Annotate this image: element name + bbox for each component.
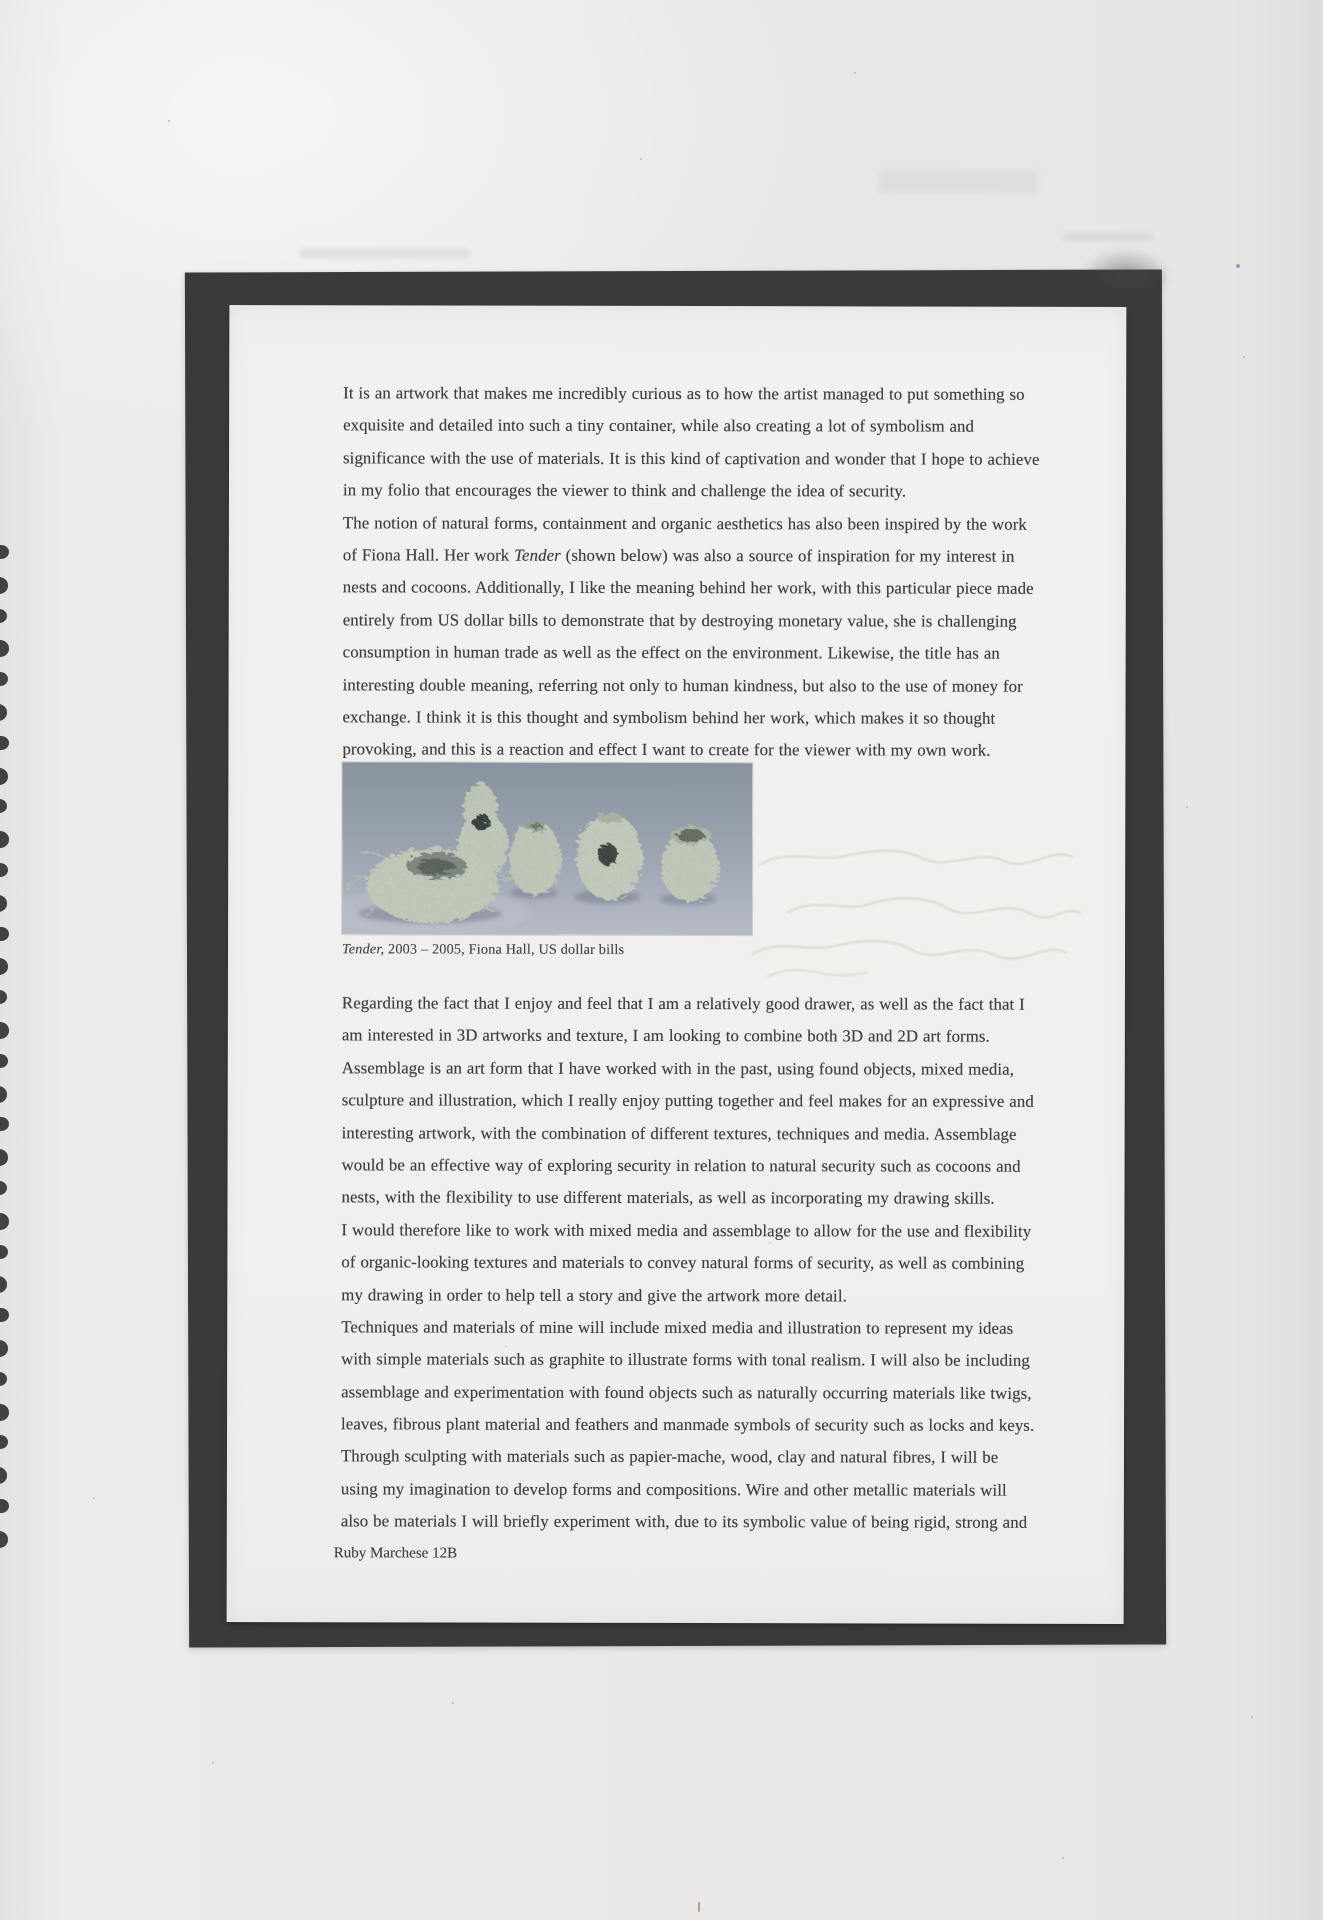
text-line: exchange. I think it is this thought and symbolism behind her work, which makes it so thought [342, 707, 996, 728]
binder-hole [0, 1308, 9, 1322]
caption-artwork-title: Tender, [342, 941, 385, 958]
body-text-block-1 [342, 377, 1127, 767]
text-line: I would therefore like to work with mixed media and assemblage to allow for the use and flexibility [341, 1220, 1032, 1241]
text-line: interesting artwork, with the combination of different textures, techniques and media. Assemblage [341, 1122, 1017, 1144]
text-line: with simple materials such as graphite to illustrate forms with tonal realism. I will also be including [341, 1349, 1030, 1371]
scan-speck [1251, 1716, 1253, 1718]
text-line: leaves, fibrous plant material and feathers and manmade symbols of security such as locks and keys. [341, 1414, 1035, 1435]
text-line: It is an artwork that makes me incredibly curious as to how the artist managed to put something so [343, 383, 1025, 404]
binder-hole [0, 1499, 9, 1513]
binder-hole [0, 1054, 8, 1068]
scan-streak [1062, 233, 1154, 241]
binder-hole [0, 672, 8, 686]
binder-hole [0, 1531, 8, 1548]
caption-details: 2003 – 2005, Fiona Hall, US dollar bills [384, 941, 625, 958]
text-line: of organic-looking textures and materials to convey natural forms of security, as well as combining [341, 1252, 1025, 1273]
ghost-handwriting [748, 834, 1088, 985]
binder-hole [0, 1340, 8, 1357]
binder-hole [0, 958, 8, 975]
binder-hole [0, 704, 7, 721]
text-line: exquisite and detailed into such a tiny container, while also creating a lot of symbolism and [343, 415, 975, 437]
scan-speck [1062, 1857, 1064, 1859]
binder-hole [0, 1181, 7, 1195]
scan-smudge [1080, 248, 1172, 300]
binder-hole [0, 577, 8, 594]
text-line: entirely from US dollar bills to demonstrate that by destroying monetary value, she is challenging [342, 610, 1017, 631]
paper-sheet [227, 305, 1127, 1624]
binder-hole [0, 768, 8, 785]
scan-speck [212, 1762, 214, 1764]
binder-hole [0, 799, 7, 813]
scan-speck [93, 1497, 95, 1499]
text-line: Assemblage is an art form that I have worked with in the past, using found objects, mixed media, [341, 1058, 1015, 1079]
text-line: provoking, and this is a reaction and effect I want to create for the viewer with my own work. [342, 739, 991, 760]
text-line: nests and cocoons. Additionally, I like the meaning behind her work, with this particular piece made [342, 577, 1034, 599]
text-line: of Fiona Hall. Her work Tender (shown below) was also a source of inspiration for my interest in [342, 545, 1015, 566]
binder-hole [0, 1467, 7, 1484]
paper-speck [505, 1346, 507, 1348]
pen-mark [698, 1902, 700, 1912]
text-line: using my imagination to develop forms and compositions. Wire and other metallic materials will [340, 1479, 1007, 1500]
binder-hole [0, 1245, 8, 1259]
binder-hole [0, 863, 8, 877]
binder-hole [0, 1213, 9, 1230]
text-line: The notion of natural forms, containment and organic aesthetics has also been inspired by the work [342, 512, 1027, 534]
binder-hole [0, 1372, 7, 1386]
binder-hole [0, 609, 7, 623]
scan-speck [168, 120, 170, 122]
footer-author: Ruby Marchese 12B [333, 1545, 458, 1562]
figure-caption [342, 941, 624, 959]
scan-speck [452, 1702, 454, 1704]
text-line: consumption in human trade as well as the effect on the environment. Likewise, the title has an [342, 642, 1000, 663]
text-line: my drawing in order to help tell a story and give the artwork more detail. [341, 1284, 847, 1305]
text-line: nests, with the flexibility to use different materials, as well as incorporating my drawing skills. [341, 1187, 995, 1209]
scan-streak [878, 170, 1038, 194]
tender-artwork-image [342, 762, 752, 935]
text-line: interesting double meaning, referring not only to human kindness, but also to the use of money for [342, 674, 1023, 696]
binder-hole [0, 927, 9, 941]
scan-speck [1243, 356, 1245, 358]
tender-artwork-figure [342, 762, 752, 935]
text-line: significance with the use of materials. It is this kind of captivation and wonder that I hope to achieve [343, 448, 1040, 469]
scan-streak [300, 249, 470, 258]
body-text-block-2 [341, 987, 1126, 1539]
text-line: sculpture and illustration, which I really enjoy putting together and feel makes for an expressive and [341, 1090, 1034, 1111]
text-line: Regarding the fact that I enjoy and feel that I am a relatively good drawer, as well as the fact that I [341, 993, 1025, 1014]
text-line: would be an effective way of exploring security in relation to natural security such as cocoons and [341, 1155, 1021, 1176]
binder-hole [0, 1435, 8, 1449]
binder-hole [0, 640, 9, 657]
binder-hole [0, 831, 9, 848]
binder-hole [0, 1276, 7, 1293]
binder-hole [0, 736, 9, 750]
scan-speck [854, 72, 856, 74]
blue-ink-dot [1236, 264, 1240, 268]
binder-hole [0, 1086, 7, 1103]
text-line: Techniques and materials of mine will include mixed media and illustration to represent my ideas [341, 1317, 1014, 1338]
text-line: Through sculpting with materials such as papier-mache, wood, clay and natural fibres, I will be [340, 1446, 999, 1468]
binder-hole [0, 545, 9, 559]
text-line: also be materials I will briefly experiment with, due to its symbolic value of being rigid, strong and [340, 1511, 1028, 1532]
text-line: in my folio that encourages the viewer to think and challenge the idea of security. [342, 480, 907, 501]
binder-hole [0, 1404, 9, 1421]
paper-speck [769, 1242, 771, 1244]
binder-hole [0, 1022, 9, 1039]
scan-speck [1186, 806, 1188, 808]
binder-hole [0, 990, 7, 1004]
scan-speck [640, 158, 642, 160]
text-line: assemblage and experimentation with found objects such as naturally occurring materials like twigs, [341, 1381, 1032, 1403]
binder-hole [0, 1149, 8, 1166]
text-line: am interested in 3D artworks and texture, I am looking to combine both 3D and 2D art forms. [341, 1025, 990, 1047]
binder-hole [0, 1117, 9, 1131]
binder-hole [0, 895, 7, 912]
